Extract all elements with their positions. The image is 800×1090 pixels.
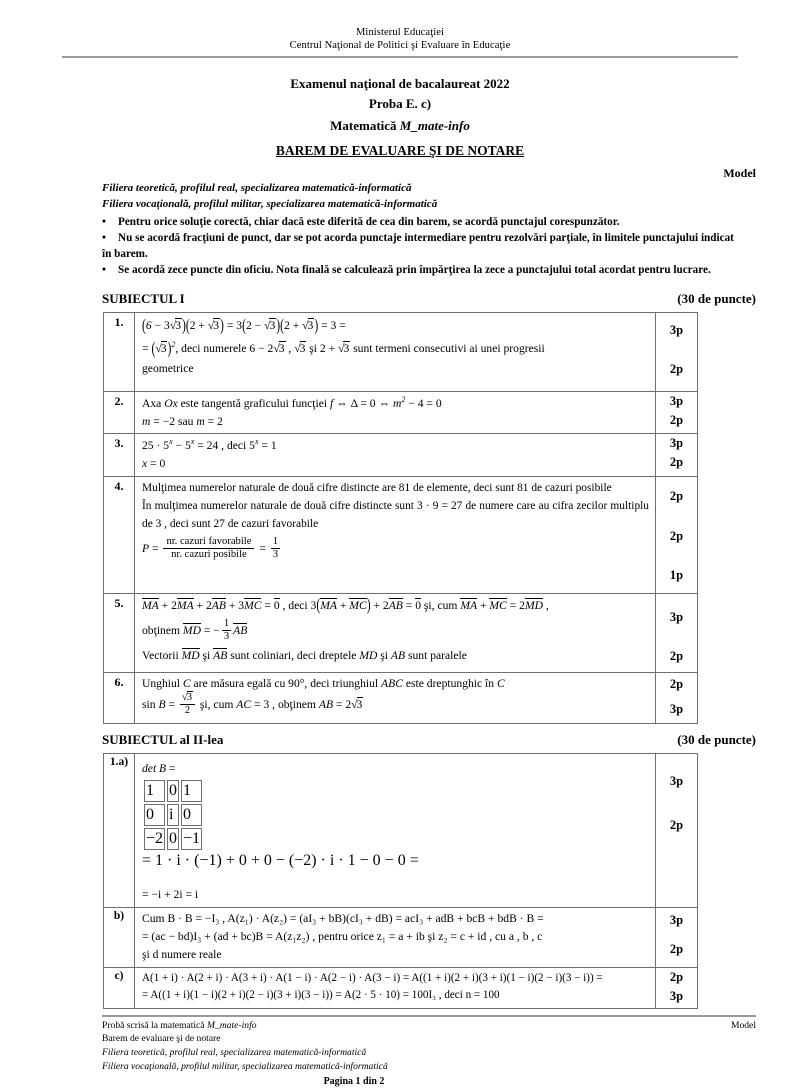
det-eq: = <box>166 762 179 776</box>
points-cell <box>656 594 698 673</box>
row-body <box>135 391 656 434</box>
math-line: sin B = $\frac{√3}{2}$ şi, cum AC = 3 , obţinem AB = 2√3 <box>142 692 363 717</box>
row-body <box>135 968 656 1008</box>
text-sunt: sunt termeni consecutivi ai unei progresii <box>350 341 545 355</box>
points-cell <box>656 754 698 908</box>
math-line: = (ac − bd)I₃ + (ad + bc)B = A(z₁z₂) , pentru orice z₁ = a + ib şi z₂ = c + id , cu a , b , c <box>142 930 543 944</box>
row-body <box>135 434 656 477</box>
text-c: C <box>182 677 191 691</box>
subject-2-points: (30 de puncte) <box>677 732 756 748</box>
subject-1-points: (30 de puncte) <box>677 290 756 306</box>
math-line: geometrice <box>142 361 194 375</box>
points-value: 2p <box>669 412 684 427</box>
math-line: (6 − 3√3)(2 + √3) = 3(2 − √3)(2 + √3) = 3 = <box>142 315 346 335</box>
footer-filiera-2: Filiera vocaţională, profilul militar, specializarea matematică-informatică <box>102 1061 388 1073</box>
row-body <box>135 908 656 968</box>
subject-title <box>0 114 800 137</box>
table-row <box>104 434 698 477</box>
row-body: det B = 1 0 1 0 i 0 −2 0 −1 = 1 · i · (−1) + 0 + 0 − (−2) · i · 1 − 0 − 0 = = −i + 2i = i <box>135 754 656 908</box>
title-block <box>0 74 800 163</box>
note-item-2 <box>102 231 740 263</box>
points-value: 2p <box>669 362 684 377</box>
points-value: 2p <box>669 942 684 957</box>
text-line: În mulţimea numerelor naturale de două cifre distincte sunt 3 · 9 = 27 de numere care au cifra zecilor multiplu de 3 , deci sunt 27 de cazuri favorabile <box>142 500 649 531</box>
math-line <box>142 675 649 693</box>
text-obtinem: obţinem <box>142 624 183 638</box>
points-cell <box>656 434 698 477</box>
points-value: 3p <box>669 989 684 1004</box>
ministry-header <box>0 0 800 53</box>
row-number: 5. <box>104 594 135 673</box>
math-line: A(1 + i) · A(2 + i) · A(3 + i) · A(1 − i) · A(2 − i) · A(3 − i) = A((1 + i)(2 + i)(3 + i)(1 − i)(2 − i)(3 − i)) = <box>142 972 603 985</box>
points-value: 3p <box>669 913 684 928</box>
exam-title: Examenul naţional de bacalaureat 2022 <box>290 75 510 91</box>
table-row <box>104 477 698 594</box>
points-value: 1p <box>669 567 684 582</box>
model-label-bottom: Model <box>730 1019 756 1031</box>
subject-2-header <box>0 732 800 748</box>
text-c2: C <box>496 677 505 691</box>
note-item-1 <box>102 215 740 231</box>
math-line: = −i + 2i = i <box>142 888 199 902</box>
points-value: 2p <box>669 455 684 470</box>
row-body <box>135 594 656 673</box>
math-line: P = $\frac{\text{nr. cazuri favorabile}}{\text{nr. cazuri posibile}}$ = $\frac{1}{3}$ <box>142 536 279 561</box>
subject-code: M_mate-info <box>399 118 470 134</box>
math-line: $25 \cdot 5^x - 5^x = 24$ , deci $5^x = 1$ <box>142 437 277 453</box>
math-line: m = −2 sau m = 2 <box>142 414 223 428</box>
subject-2-title: SUBIECTUL al II-lea <box>102 732 224 748</box>
points-value: 2p <box>669 488 684 503</box>
math-line: Cum B · B = −I₃ , A(z₁) · A(z₂) = (aI₃ + bB)(cI₃ + dB) = acI₃ + adB + bcB + bdB · B = <box>142 912 544 926</box>
row-body <box>135 312 656 391</box>
math-line: = $(√3)^2$, deci numerele 6 − 2√3 , √3 şi 2 + √3 sunt termeni consecutivi ai unei progresii <box>142 338 545 358</box>
text-line: Mulţimea numerelor naturale de două cifre distincte are 81 de elemente, deci sunt 81 de cazuri posibile <box>142 482 612 495</box>
points-cell <box>656 312 698 391</box>
footer-subject: Probă scrisă la matematică M_mate-info <box>102 1019 257 1031</box>
text-deg: 90° <box>288 677 305 691</box>
text-deci: , deci numerele <box>175 341 250 355</box>
footer-row-1 <box>102 1019 756 1033</box>
footer-filiera-1: Filiera teoretică, profilul real, specializarea matematică-informatică <box>102 1047 367 1059</box>
table-row <box>104 594 698 673</box>
text-f: f <box>330 396 334 410</box>
row-number: 2. <box>104 391 135 434</box>
row-number: 4. <box>104 477 135 594</box>
bullet-icon: • <box>102 231 106 244</box>
filiera-block <box>0 181 800 213</box>
text-unghiul: Unghiul <box>142 677 183 691</box>
text-axa: Axa <box>142 396 165 410</box>
points-value: 2p <box>669 817 684 832</box>
notes-list <box>0 215 800 279</box>
filiera-line-1: Filiera teoretică, profilul real, specializarea matematică-informatică <box>102 182 412 195</box>
subject-prefix: Matematică <box>330 118 400 134</box>
frac-numerator: 1 <box>272 536 279 548</box>
page-number: Pagina 1 din 2 <box>323 1076 385 1088</box>
points-value: 3p <box>669 773 684 788</box>
text-ox: Ox <box>164 396 178 410</box>
row-number: 6. <box>104 673 135 724</box>
proba-label: Proba E. c) <box>368 96 432 112</box>
filiera-line-2: Filiera vocaţională, profilul militar, specializarea matematică-informatică <box>102 198 438 211</box>
ministry-line-1: Ministerul Educaţiei <box>355 27 445 38</box>
points-cell <box>656 673 698 724</box>
text-eq: ⇔ Δ = 0 ⇔ <box>333 396 393 410</box>
text-mid: este tangentă graficului funcţiei <box>177 396 331 410</box>
math-line: = A((1 + i)(1 − i)(2 + i)(2 − i)(3 + i)(3 − i)) = A(2 · 5 · 10) = 100I₃ , deci n = 100 <box>142 989 500 1002</box>
prob-symbol: P <box>142 542 150 556</box>
points-value: 3p <box>669 323 684 338</box>
points-cell <box>656 968 698 1008</box>
points-value: 2p <box>669 970 684 985</box>
subject-1-table <box>103 312 698 725</box>
row-body <box>135 673 656 724</box>
header-divider <box>62 56 738 58</box>
page-footer <box>0 1017 800 1090</box>
points-value: 2p <box>669 649 684 664</box>
table-row <box>104 968 698 1008</box>
model-label-top: Model <box>723 166 756 181</box>
frac-denominator: 3 <box>272 549 279 561</box>
points-cell <box>656 908 698 968</box>
math-line <box>142 760 649 778</box>
points-value: 2p <box>669 528 684 543</box>
table-row <box>104 908 698 968</box>
points-value: 3p <box>669 701 684 716</box>
note-text-3: Se acordă zece puncte din oficiu. Nota finală se calculează prin împărţirea la zece a punctajului total acordat pentru lucrare. <box>118 263 711 276</box>
barem-title: BAREM DE EVALUARE ŞI DE NOTARE <box>275 142 525 158</box>
bullet-icon: • <box>102 263 106 276</box>
note-item-3 <box>102 263 740 279</box>
math-line: MA + 2MA + 2AB + 3MC = 0 , deci 3(MA + MC) + 2AB = 0 şi, cum MA + MC = 2MD , <box>142 595 549 615</box>
table-row <box>104 673 698 724</box>
det-label: det B <box>142 762 167 776</box>
points-value: 3p <box>669 436 684 451</box>
row-number: b) <box>104 908 135 968</box>
text-end: este dreptunghic în <box>402 677 497 691</box>
row-number: 3. <box>104 434 135 477</box>
ministry-line-2: Centrul Naţional de Politici şi Evaluare în Educaţie <box>289 40 511 52</box>
frac-numerator: nr. cazuri favorabile <box>163 536 254 549</box>
math-line: Axa Ox este tangentă graficului funcţiei f ⇔ Δ = 0 ⇔ $m^2 - 4 = 0$ <box>142 394 442 410</box>
points-value: 3p <box>669 610 684 625</box>
frac-denominator: nr. cazuri posibile <box>171 549 247 561</box>
subject-2-table <box>103 753 698 1008</box>
subject-1-title: SUBIECTUL I <box>102 290 185 306</box>
math-line: Vectorii MD şi AB sunt coliniari, deci dreptele MD şi AB sunt paralele <box>142 648 467 662</box>
points-value: 2p <box>669 676 684 691</box>
note-text-1: Pentru orice soluţie corectă, chiar dacă este diferită de cea din barem, se acordă punctajul corespunzător. <box>118 216 620 229</box>
points-value: 3p <box>669 393 684 408</box>
math-line: obţinem MD = − $\frac{1}{3}$ AB <box>142 618 248 642</box>
bullet-icon: • <box>102 216 106 229</box>
table-row <box>104 391 698 434</box>
row-number: c) <box>104 968 135 1008</box>
math-line: x = 0 <box>142 457 166 471</box>
note-text-2: Nu se acordă fracţiuni de punct, dar se pot acorda punctaje intermediare pentru rezolvări parţiale, în limitele punctajului indicat în barem. <box>102 231 734 260</box>
row-body <box>135 477 656 594</box>
math-line: şi d numere reale <box>142 948 222 962</box>
row-number: 1. <box>104 312 135 391</box>
text-post: , deci triunghiul <box>304 677 382 691</box>
text-mid: are măsura egală cu <box>190 677 289 691</box>
table-row <box>104 312 698 391</box>
text-abc: ABC <box>381 677 403 691</box>
det-expansion: = 1 · i · (−1) + 0 + 0 − (−2) · i · 1 − 0 − 0 = <box>142 852 419 870</box>
points-cell <box>656 477 698 594</box>
subject-1-header <box>0 291 800 307</box>
table-row <box>104 754 698 908</box>
row-number: 1.a) <box>104 754 135 908</box>
points-cell <box>656 391 698 434</box>
footer-barem: Barem de evaluare şi de notare <box>102 1033 221 1045</box>
footer-subject-code: M_mate-info <box>206 1019 257 1031</box>
text-si: şi <box>306 341 320 355</box>
